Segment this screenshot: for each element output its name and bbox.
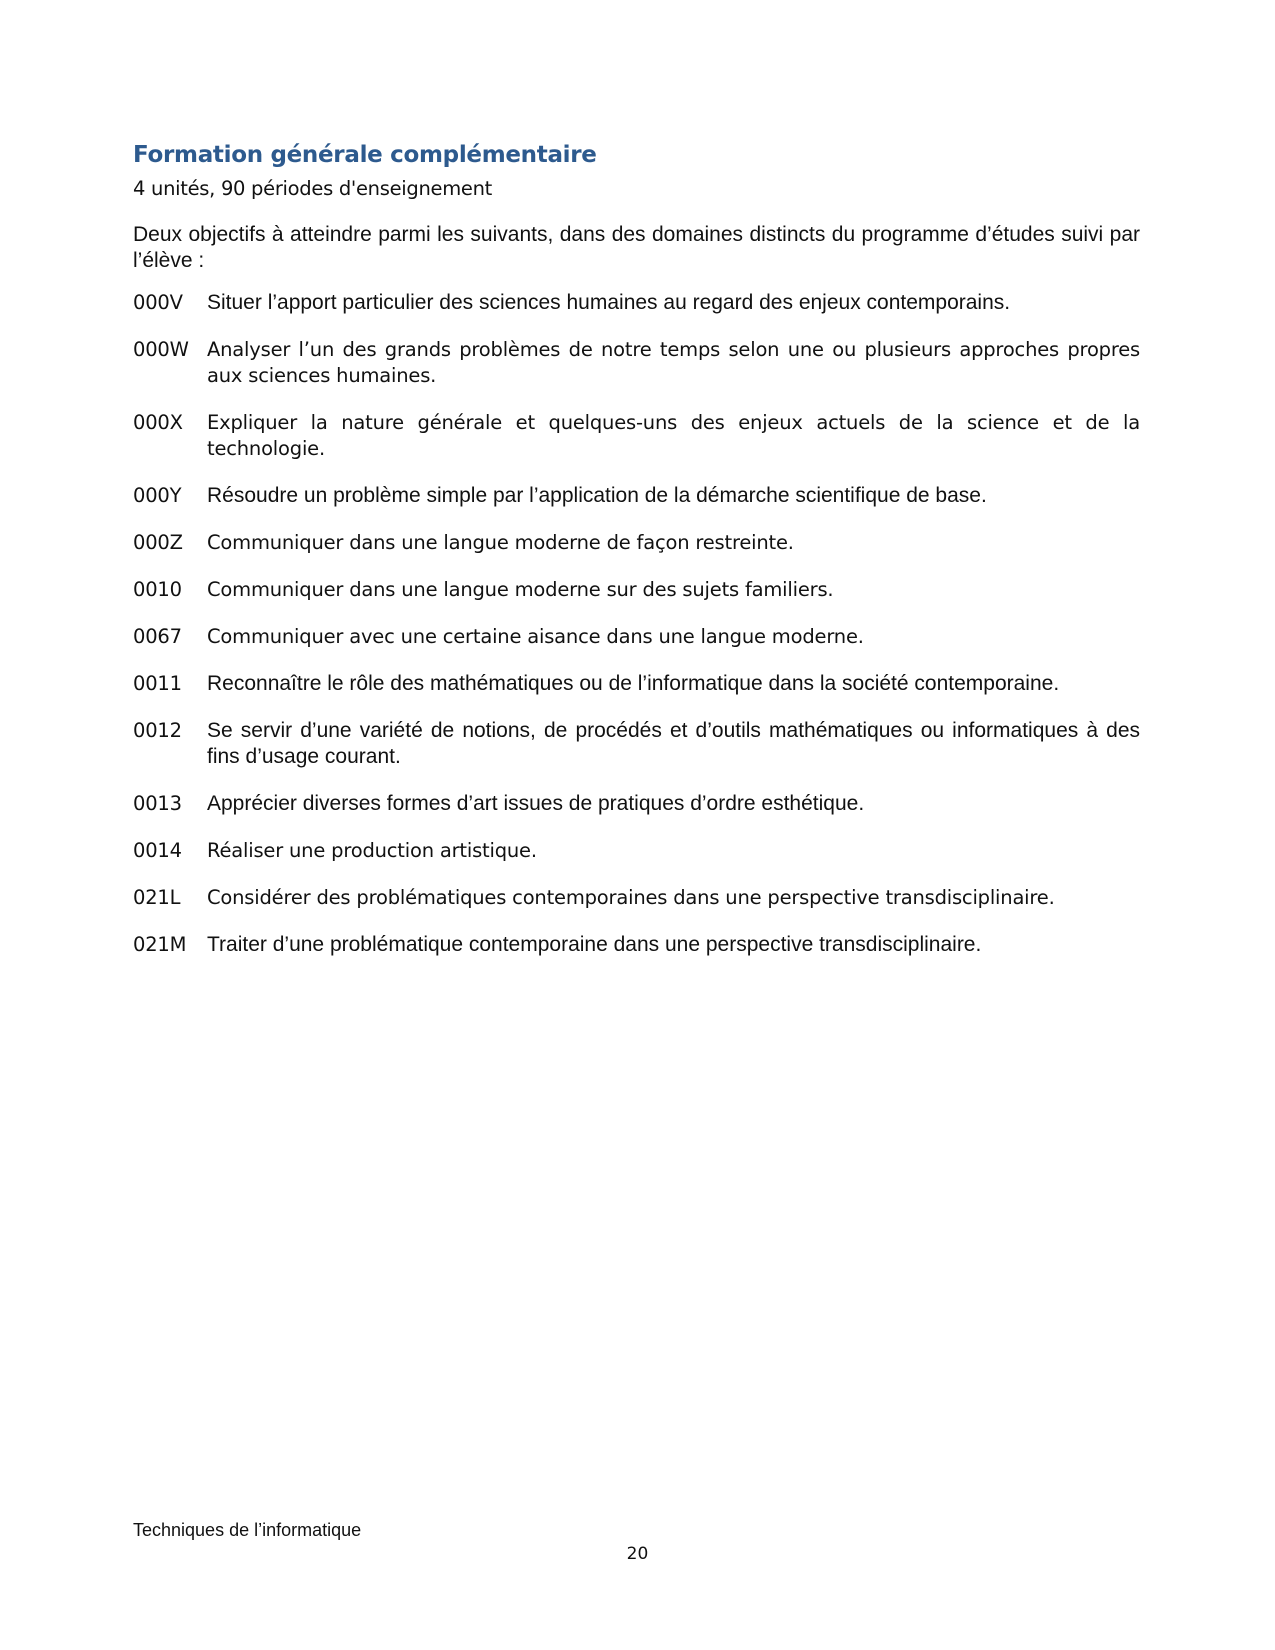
objective-item bbox=[133, 932, 1140, 958]
objective-text: Communiquer dans une langue moderne de façon restreinte. bbox=[207, 531, 794, 554]
objective-item bbox=[133, 410, 1140, 462]
objective-item bbox=[133, 290, 1140, 316]
objective-code: 0013 bbox=[133, 792, 182, 815]
objective-code: 0014 bbox=[133, 839, 182, 862]
objective-text: Communiquer avec une certaine aisance dans une langue moderne. bbox=[207, 625, 864, 648]
objective-text: Reconnaître le rôle des mathématiques ou de l’informatique dans la société contemporaine. bbox=[207, 672, 1060, 695]
objective-text: Analyser l’un des grands problèmes de notre temps selon une ou plusieurs approches propres aux sciences humaines. bbox=[207, 338, 1140, 387]
objective-text: Considérer des problématiques contemporaines dans une perspective transdisciplinaire. bbox=[207, 886, 1055, 909]
objective-item bbox=[133, 337, 1140, 389]
objective-text: Situer l’apport particulier des sciences humaines au regard des enjeux contemporains. bbox=[207, 291, 1011, 314]
section-title: Formation générale complémentaire bbox=[133, 142, 597, 168]
objective-code: 0067 bbox=[133, 625, 182, 648]
objectives-list bbox=[133, 290, 1140, 958]
objective-text: Apprécier diverses formes d’art issues de pratiques d’ordre esthétique. bbox=[207, 792, 865, 815]
objective-code: 021M bbox=[133, 933, 187, 956]
objective-text: Réaliser une production artistique. bbox=[207, 839, 537, 862]
objective-item bbox=[133, 671, 1140, 697]
objective-code: 0012 bbox=[133, 719, 182, 742]
footer-document-title: Techniques de l’informatique bbox=[133, 1520, 362, 1540]
objective-code: 000W bbox=[133, 338, 189, 361]
main-content bbox=[133, 140, 1140, 958]
objective-code: 021L bbox=[133, 886, 181, 909]
objective-text: Se servir d’une variété de notions, de procédés et d’outils mathématiques ou informatiques à des fins d’usage courant. bbox=[207, 719, 1140, 768]
objective-item bbox=[133, 718, 1140, 770]
objective-code: 0011 bbox=[133, 672, 182, 695]
objective-text: Expliquer la nature générale et quelques-uns des enjeux actuels de la science et de la technologie. bbox=[207, 411, 1140, 460]
objective-text: Traiter d’une problématique contemporaine dans une perspective transdisciplinaire. bbox=[207, 933, 982, 956]
objective-item bbox=[133, 885, 1140, 911]
page-number: 20 bbox=[626, 1544, 649, 1564]
objective-code: 000Y bbox=[133, 484, 182, 507]
objective-item bbox=[133, 838, 1140, 864]
objective-item bbox=[133, 624, 1140, 650]
objective-item bbox=[133, 791, 1140, 817]
objective-text: Résoudre un problème simple par l’application de la démarche scientifique de base. bbox=[207, 484, 987, 507]
section-subtitle: 4 unités, 90 périodes d'enseignement bbox=[133, 177, 493, 200]
objective-text: Communiquer dans une langue moderne sur des sujets familiers. bbox=[207, 578, 834, 601]
objective-code: 000V bbox=[133, 291, 183, 314]
intro-paragraph: Deux objectifs à atteindre parmi les suivants, dans des domaines distincts du programme d’études suivi par l’élève : bbox=[133, 223, 1140, 272]
objective-item bbox=[133, 530, 1140, 556]
objective-code: 000X bbox=[133, 411, 183, 434]
objective-code: 0010 bbox=[133, 578, 182, 601]
objective-item bbox=[133, 577, 1140, 603]
objective-item bbox=[133, 483, 1140, 509]
objective-code: 000Z bbox=[133, 531, 183, 554]
